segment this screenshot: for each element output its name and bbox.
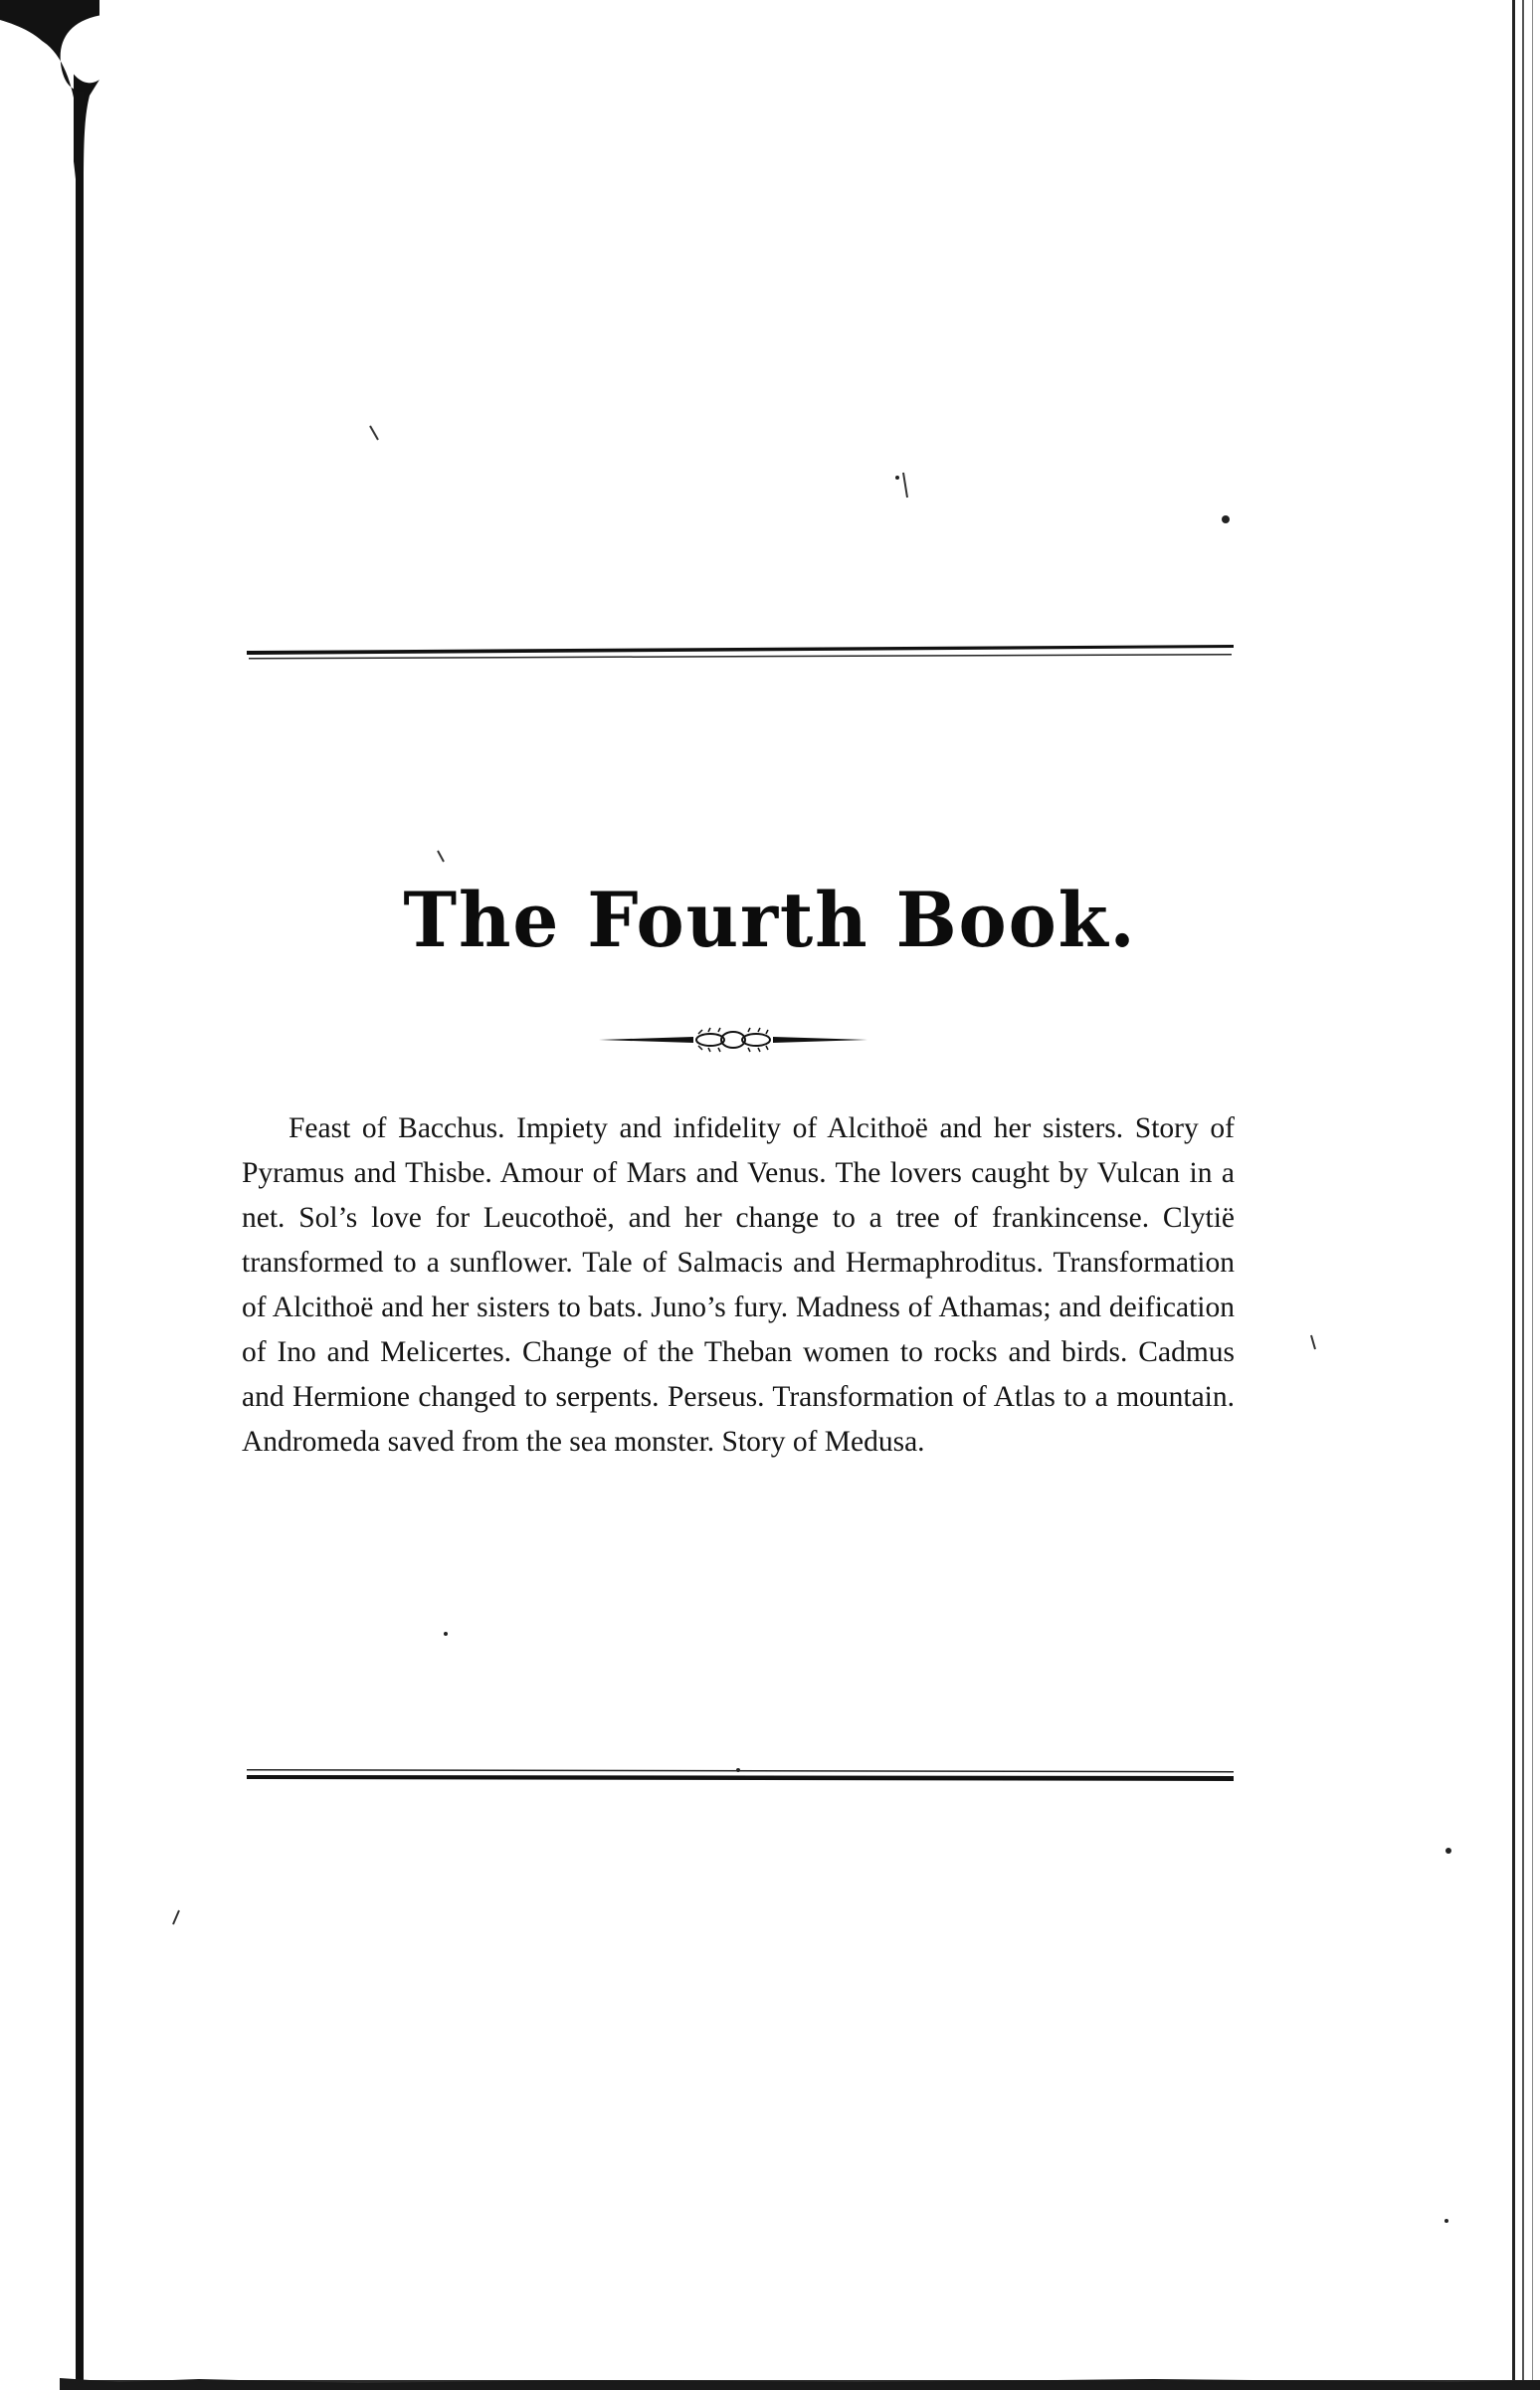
page-bottom-edge (60, 2370, 1540, 2390)
page-right-edge (1492, 0, 1540, 2390)
top-double-rule (247, 643, 1234, 663)
title-ornament (599, 1026, 867, 1054)
book-title: The Fourth Book. (403, 876, 1137, 964)
book-argument: Feast of Bacchus. Impiety and infidelity of Alcithoë and her sisters. Story of Pyramus and Thisbe. Amour of Mars and Venus. The lovers caught by Vulcan in a net. Sol’s love for Leucothoë, and her change to a tree of frankincense. Clytië transformed to a sunflower. Tale of Salmacis and Hermaphroditus. Transformation of Alcithoë and her sisters to bats. Juno’s fury. Madness of Athamas; and deification of Ino and Melicertes. Change of the Theban women to rocks and birds. Cadmus and Hermione changed to serpents. Perseus. Transformation of Atlas to a mountain. Andromeda saved from the sea monster. Story of Medusa. (242, 1112, 1235, 1458)
book-binding-shadow (0, 0, 99, 2390)
bottom-double-rule (247, 1765, 1234, 1785)
